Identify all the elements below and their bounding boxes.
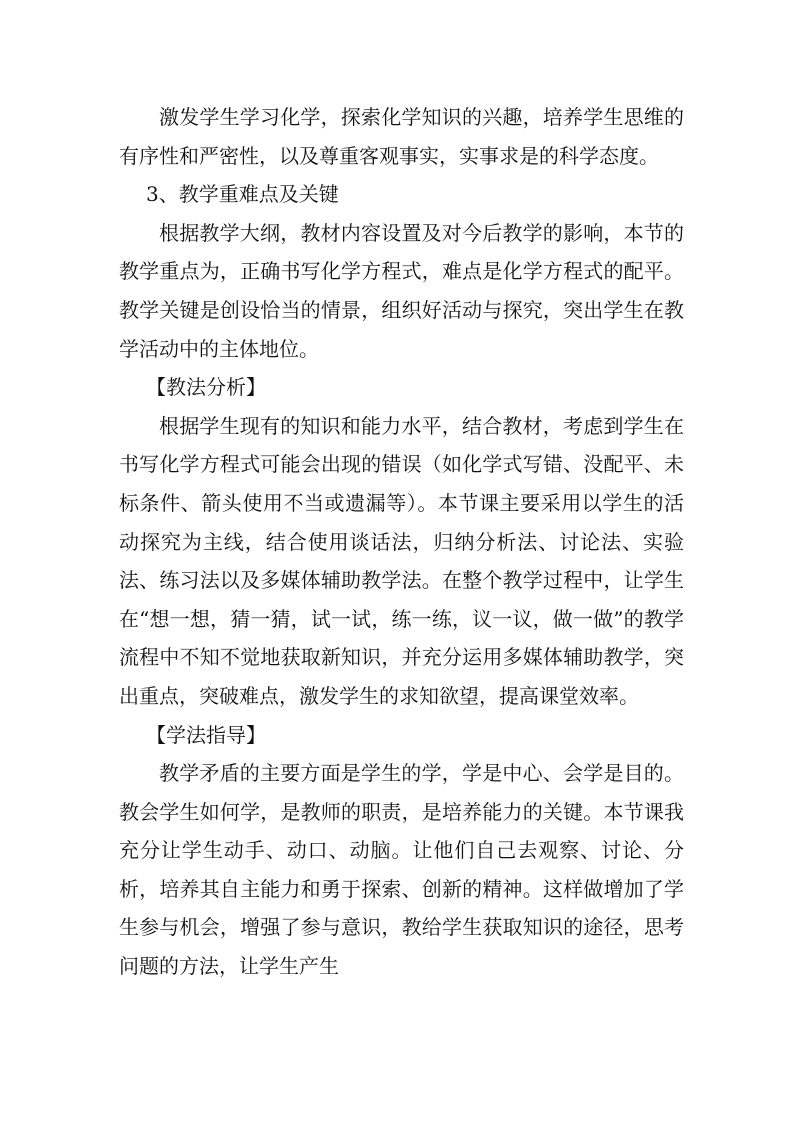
section-heading-learning-guidance: 【学法指导】: [146, 722, 266, 747]
paragraph-learning-guidance: 教学矛盾的主要方面是学生的学，学是中心、会学是目的。教会学生如何学，是教师的职责，是培养能力的关键。本节课我充分让学生动手、动口、动脑。让他们自己去观察、讨论、分析，培养其自主能力和勇于探索、创新的精神。这样做增加了学生参与机会，增强了参与意识，教给学生获取知识的途径，思考问题的方法，让学生产生: [119, 761, 684, 979]
paragraph-teaching-methods: 根据学生现有的知识和能力水平，结合教材，考虑到学生在书写化学方程式可能会出现的错误（如化学式写错、没配平、未标条件、箭头使用不当或遗漏等）。本节课主要采用以学生的活动探究为主线，结合使用谈话法，归纳分析法、讨论法、实验法、练习法以及多媒体辅助教学法。在整个教学过程中，让学生在“想一想，猜一猜，试一试，练一练，议一议，做一做”的教学流程中不知不觉地获取新知识，并充分运用多媒体辅助教学，突出重点，突破难点，激发学生的求知欲望，提高课堂效率。: [119, 413, 684, 708]
paragraph-objectives-end: 激发学生学习化学，探索化学知识的兴趣，培养学生思维的有序性和严密性，以及尊重客观事实，实事求是的科学态度。: [119, 105, 684, 168]
document-body: [119, 98, 684, 986]
paragraph-key-points: 根据教学大纲，教材内容设置及对今后教学的影响，本节的教学重点为，正确书写化学方程式，难点是化学方程式的配平。教学关键是创设恰当的情景，组织好活动与探究，突出学生在教学活动中的主体地位。: [119, 220, 684, 361]
section-heading-teaching-methods: 【教法分析】: [146, 375, 266, 400]
section-heading-key-points: 3、教学重难点及关键: [146, 182, 339, 207]
